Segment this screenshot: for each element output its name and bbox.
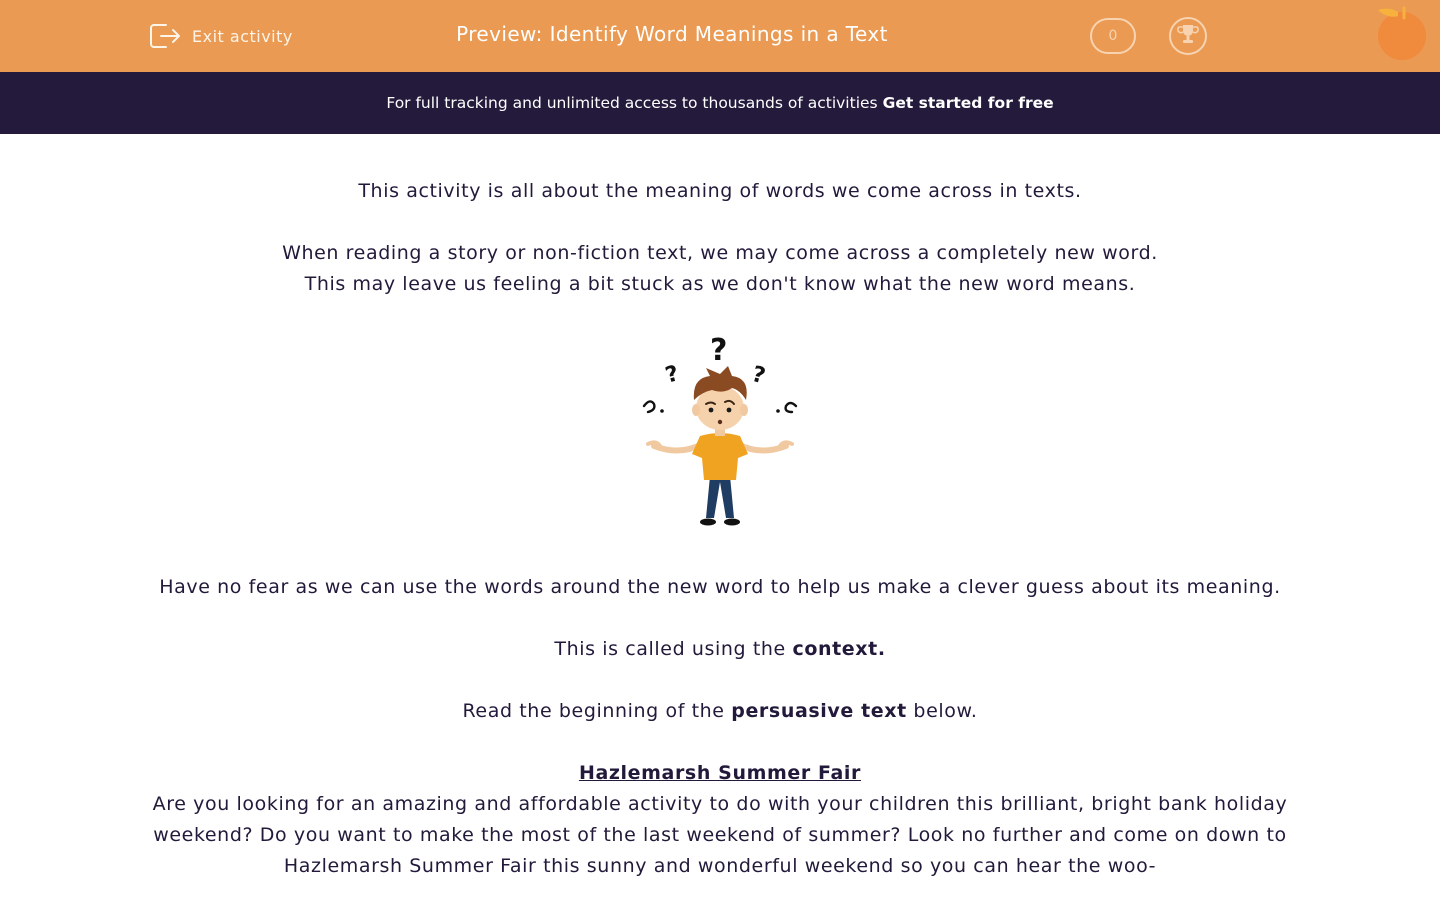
banner-text: For full tracking and unlimited access to thousands of activities — [386, 94, 878, 112]
intro-paragraph-1: This activity is all about the meaning of words we come across in texts. — [358, 180, 1082, 202]
score-counter: 0 — [1090, 18, 1136, 54]
context-keyword: context. — [792, 638, 886, 660]
context-prefix: This is called using the — [554, 638, 793, 660]
page-title: Preview: Identify Word Meanings in a Text — [456, 22, 888, 46]
intro-paragraph-4 — [150, 634, 1290, 665]
intro-paragraph-2a: When reading a story or non-fiction text, we may come across a completely new word. — [282, 242, 1158, 264]
persuasive-prefix: Read the beginning of the — [462, 700, 732, 722]
intro-paragraph-5 — [150, 696, 1290, 727]
get-started-link[interactable]: Get started for free — [882, 94, 1054, 112]
intro-paragraph-3: Have no fear as we can use the words around the new word to help us make a clever guess about its meaning. — [159, 576, 1281, 598]
trophy-button[interactable] — [1169, 17, 1207, 55]
top-bar — [0, 0, 1440, 72]
svg-text:?: ? — [710, 336, 729, 368]
orange-logo-icon — [1374, 4, 1430, 62]
svg-text:?: ? — [662, 361, 683, 389]
confused-boy-illustration — [640, 336, 800, 532]
persuasive-suffix: below. — [906, 700, 978, 722]
trophy-icon — [1176, 23, 1200, 49]
persuasive-keyword: persuasive text — [731, 700, 907, 722]
exit-activity-label: Exit activity — [192, 26, 293, 46]
svg-text:?: ? — [749, 361, 769, 390]
intro-paragraph-2b: This may leave us feeling a bit stuck as we don't know what the new word means. — [304, 273, 1136, 295]
signup-banner — [0, 72, 1440, 134]
activity-intro — [150, 176, 1290, 882]
text-body: Are you looking for an amazing and affordable activity to do with your children this brilliant, bright bank holiday weekend? Do you want to make the most of the last weekend of summer? Look no further and come on down to Hazlemarsh Summer Fair this sunny and wonderful weekend so you can hear the woo- — [152, 793, 1288, 877]
text-heading: Hazlemarsh Summer Fair — [578, 762, 862, 784]
